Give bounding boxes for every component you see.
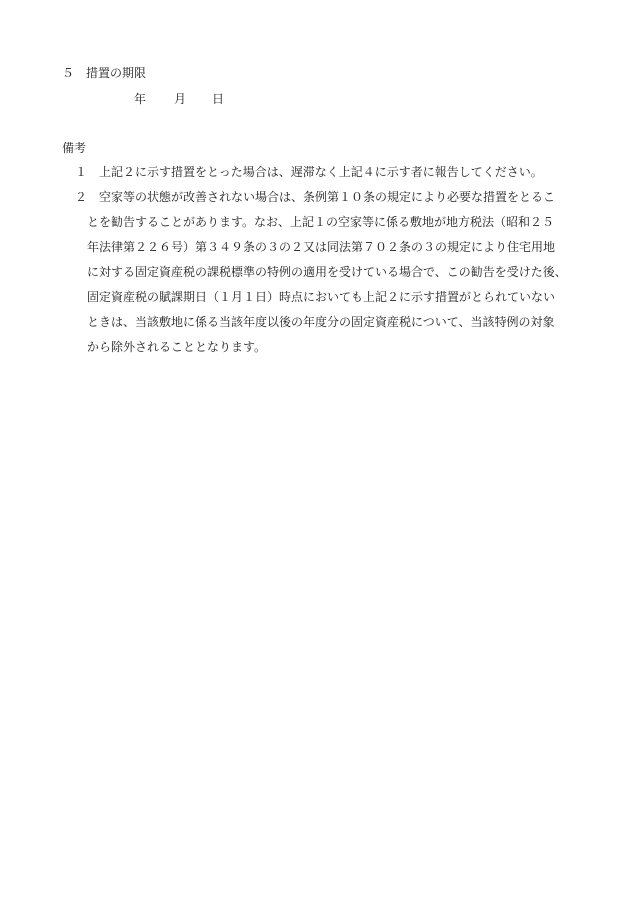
day-label: 日: [212, 92, 225, 106]
remark-text-line: ときは、当該敷地に係る当該年度以後の年度分の固定資産税について、当該特例の対象: [87, 315, 555, 329]
month-label: 月: [174, 92, 187, 106]
remark-text-line: 固定資産税の賦課期日（１月１日）時点においても上記２に示す措置がとられていない: [87, 290, 556, 304]
remark-number: １: [75, 165, 88, 179]
remark-text-line: から除外されることとなります。: [87, 340, 267, 354]
deadline-date: [134, 90, 224, 107]
remark-text-line: 年法律第２２６号）第３４９条の３の２又は同法第７０２条の３の規定により住宅用地: [87, 240, 556, 254]
remark-text-line: に対する固定資産税の課税標準の特例の適用を受けている場合で、この勧告を受けた後、: [87, 265, 567, 279]
remark-number: ２: [75, 190, 88, 204]
year-label: 年: [134, 92, 147, 106]
remark-item-1: [75, 163, 543, 180]
remark-text-line: 空家等の状態が改善されない場合は、条例第１０条の規定により必要な措置をとるこ: [99, 190, 556, 204]
remark-item-2: [75, 188, 555, 205]
remark-text-line: とを勧告することがあります。なお、上記１の空家等に係る敷地が地方税法（昭和２５: [87, 215, 555, 229]
remarks-title: 備考: [62, 141, 87, 155]
remark-text-line: 上記２に示す措置をとった場合は、遅滞なく上記４に示す者に報告してください。: [99, 165, 543, 179]
section-5-heading: ５ 措置の期限: [62, 66, 147, 80]
